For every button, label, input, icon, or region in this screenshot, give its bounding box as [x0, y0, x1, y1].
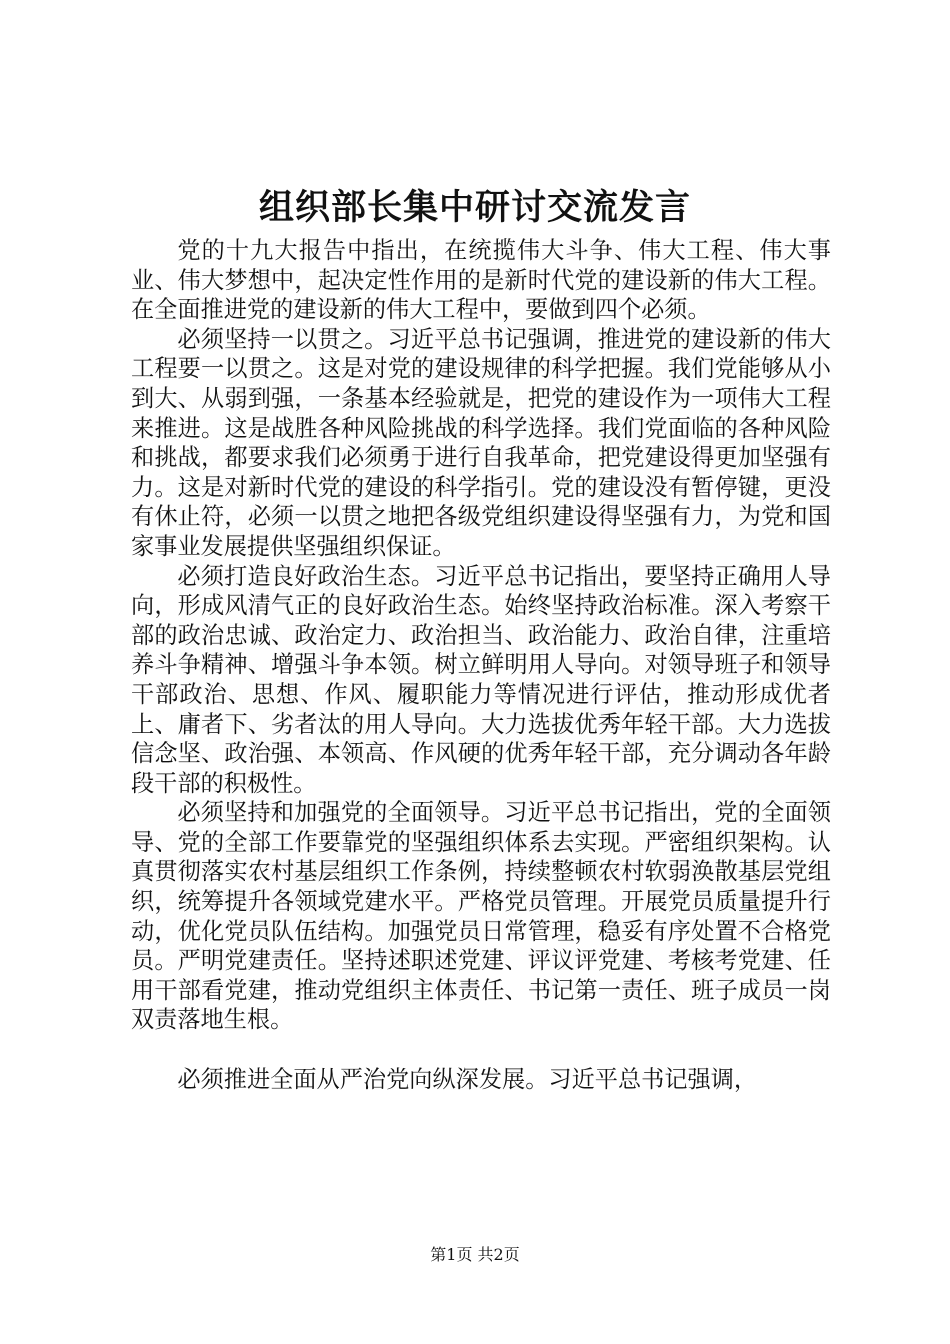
document-title: 组织部长集中研讨交流发言	[258, 187, 691, 228]
paragraph-party-leadership: 必须坚持和加强党的全面领导。习近平总书记指出，党的全面领导、党的全部工作要靠党的坚强组织体系去实现。严密组织架构。认真贯彻落实农村基层组织工作条例，持续整顿农村软弱涣散基层党组织，统筹提升各领域党建水平。严格党员管理。开展党员质量提升行动，优化党员队伍结构。加强党员日常管理，稳妥有序处置不合格党员。严明党建责任。坚持述职述党建、评议评党建、考核考党建、任用干部看党建，推动党组织主体责任、书记第一责任、班子成员一岗双责落地生根。	[131, 799, 831, 1034]
paragraph-strict-governance: 必须推进全面从严治党向纵深发展。习近平总书记强调，	[177, 1065, 758, 1093]
document-body	[131, 236, 831, 1094]
paragraph-political-ecology: 必须打造良好政治生态。习近平总书记指出，要坚持正确用人导向，形成风清气正的良好政治生态。始终坚持政治标准。深入考察干部的政治忠诚、政治定力、政治担当、政治能力、政治自律，注重培养斗争精神、增强斗争本领。树立鲜明用人导向。对领导班子和领导干部政治、思想、作风、履职能力等情况进行评估，推动形成优者上、庸者下、劣者汰的用人导向。大力选拔优秀年轻干部。大力选拔信念坚、政治强、本领高、作风硬的优秀年轻干部，充分调动各年龄段干部的积极性。	[131, 562, 831, 797]
page-indicator: 第1页 共2页	[430, 1245, 520, 1264]
paragraph-consistency: 必须坚持一以贯之。习近平总书记强调，推进党的建设新的伟大工程要一以贯之。这是对党的建设规律的科学把握。我们党能够从小到大、从弱到强，一条基本经验就是，把党的建设作为一项伟大工程来推进。这是战胜各种风险挑战的科学选择。我们党面临的各种风险和挑战，都要求我们必须勇于进行自我革命，把党建设得更加坚强有力。这是对新时代党的建设的科学指引。党的建设没有暂停键，更没有休止符，必须一以贯之地把各级党组织建设得坚强有力，为党和国家事业发展提供坚强组织保证。	[131, 325, 831, 560]
paragraph-intro: 党的十九大报告中指出，在统揽伟大斗争、伟大工程、伟大事业、伟大梦想中，起决定性作用的是新时代党的建设新的伟大工程。在全面推进党的建设新的伟大工程中，要做到四个必须。	[131, 237, 831, 324]
